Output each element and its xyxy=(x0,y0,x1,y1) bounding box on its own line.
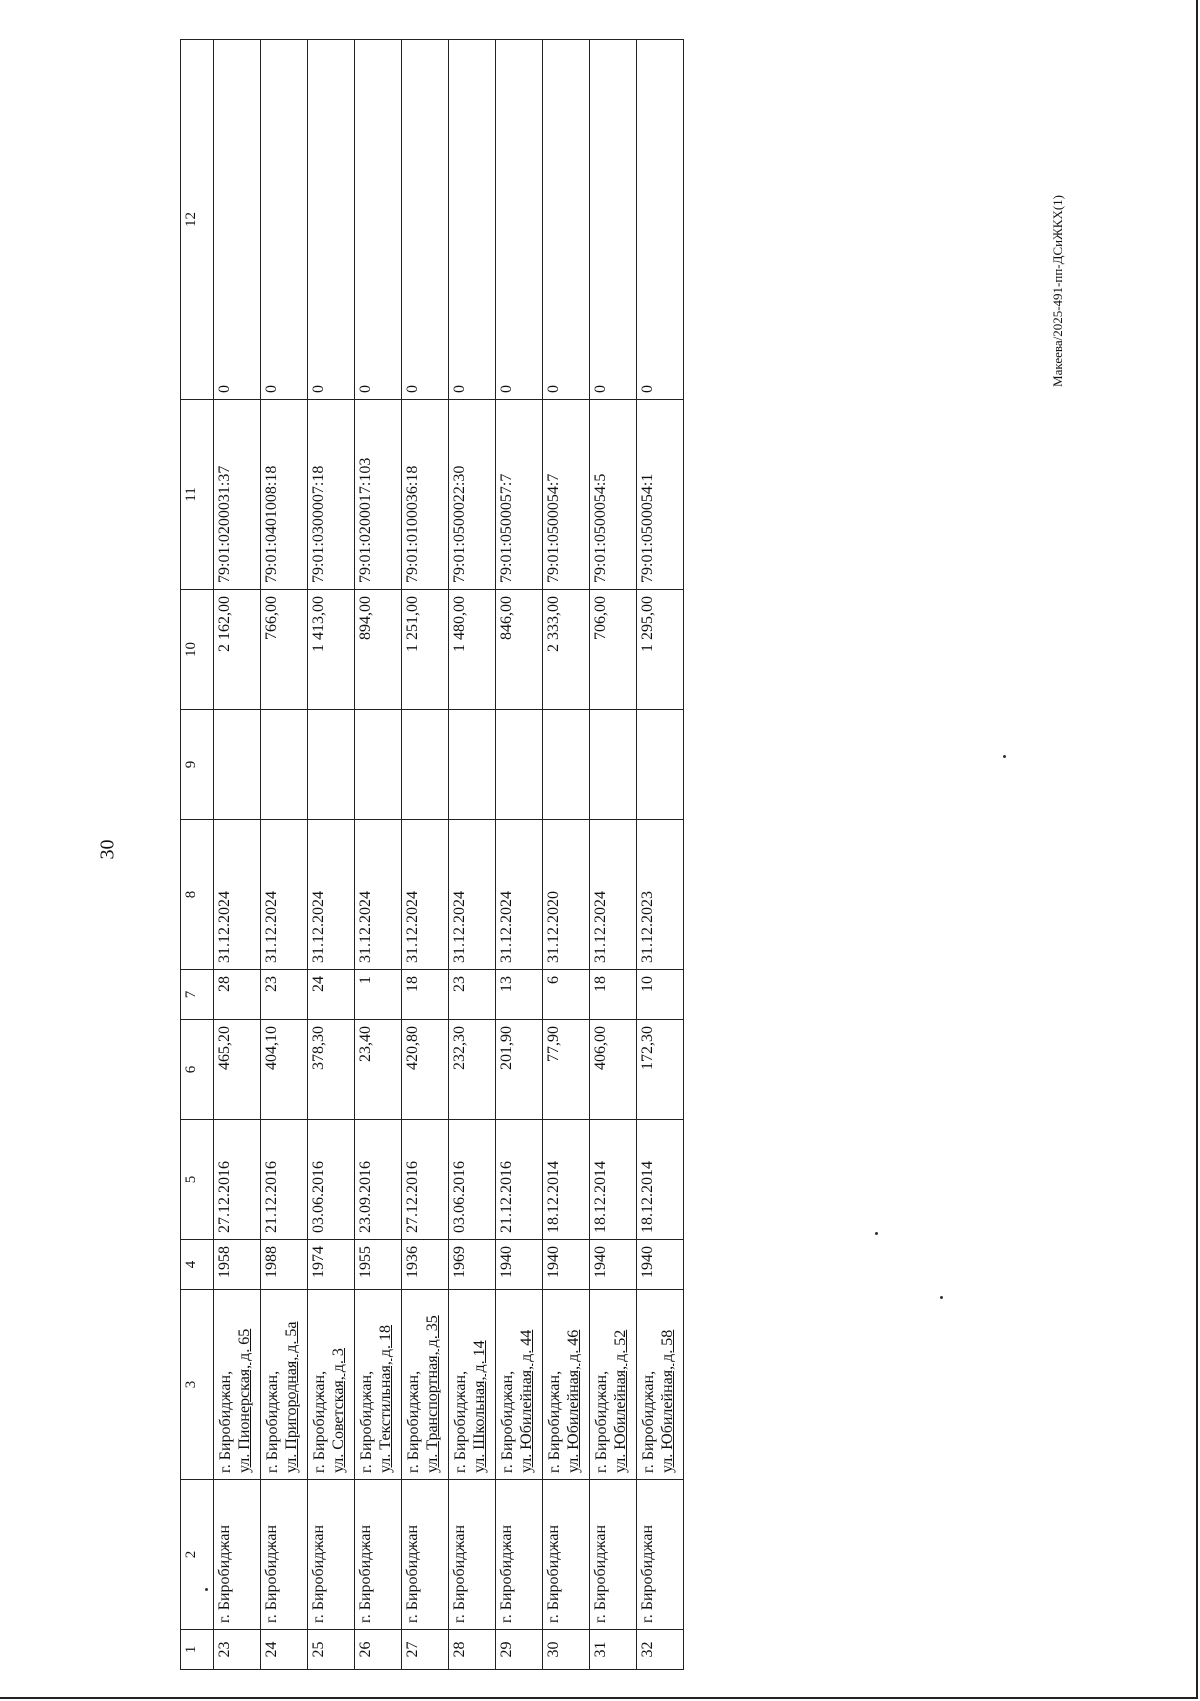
row-number-cell: 26 xyxy=(355,1630,402,1670)
sum-cell: 2 333,00 xyxy=(543,590,590,710)
empty-cell xyxy=(543,710,590,820)
value-cell: 0 xyxy=(449,40,496,400)
year-built-cell: 1936 xyxy=(402,1240,449,1290)
empty-cell xyxy=(637,710,684,820)
col-header: 3 xyxy=(181,1290,214,1480)
year-built-cell: 1940 xyxy=(637,1240,684,1290)
row-number-cell: 24 xyxy=(261,1630,308,1670)
address-city-line: г. Биробиджан, xyxy=(499,1370,516,1473)
deadline-cell: 31.12.2024 xyxy=(449,820,496,970)
count-cell: 10 xyxy=(637,970,684,1020)
area-cell: 420,80 xyxy=(402,1020,449,1120)
date-cell: 18.12.2014 xyxy=(637,1120,684,1240)
count-cell: 18 xyxy=(402,970,449,1020)
scan-speck xyxy=(875,1232,878,1235)
deadline-cell: 31.12.2024 xyxy=(590,820,637,970)
municipality-cell: г. Биробиджан xyxy=(590,1480,637,1630)
empty-cell xyxy=(214,710,261,820)
sum-cell: 894,00 xyxy=(355,590,402,710)
municipality-cell: г. Биробиджан xyxy=(496,1480,543,1630)
table-row xyxy=(261,40,308,1670)
municipality-cell: г. Биробиджан xyxy=(214,1480,261,1630)
year-built-cell: 1974 xyxy=(308,1240,355,1290)
sum-cell: 2 162,00 xyxy=(214,590,261,710)
address-cell xyxy=(214,1290,261,1480)
col-header: 11 xyxy=(181,400,214,590)
value-cell: 0 xyxy=(590,40,637,400)
deadline-cell: 31.12.2024 xyxy=(214,820,261,970)
value-cell: 0 xyxy=(402,40,449,400)
scan-speck xyxy=(1003,755,1006,758)
table-row xyxy=(543,40,590,1670)
empty-cell xyxy=(590,710,637,820)
col-header: 9 xyxy=(181,710,214,820)
address-street-line: ул. Пионерская, д. 65 xyxy=(236,1328,253,1473)
col-header: 2 xyxy=(181,1480,214,1630)
col-header: 12 xyxy=(181,40,214,400)
count-cell: 1 xyxy=(355,970,402,1020)
col-header: 1 xyxy=(181,1630,214,1670)
date-cell: 03.06.2016 xyxy=(449,1120,496,1240)
area-cell: 172,30 xyxy=(637,1020,684,1120)
address-city-line: г. Биробиджан, xyxy=(358,1370,375,1473)
address-street-line: ул. Юбилейная, д. 46 xyxy=(565,1329,582,1473)
address-cell xyxy=(355,1290,402,1480)
year-built-cell: 1969 xyxy=(449,1240,496,1290)
row-number-cell: 28 xyxy=(449,1630,496,1670)
table-row xyxy=(637,40,684,1670)
row-number-cell: 25 xyxy=(308,1630,355,1670)
sum-cell: 1 251,00 xyxy=(402,590,449,710)
value-cell: 0 xyxy=(214,40,261,400)
address-street-line: ул. Советская, д. 3 xyxy=(330,1348,347,1473)
address-cell xyxy=(449,1290,496,1480)
address-city-line: г. Биробиджан, xyxy=(593,1370,610,1473)
cadastral-number-cell: 79:01:0200031:37 xyxy=(214,400,261,590)
value-cell: 0 xyxy=(308,40,355,400)
count-cell: 18 xyxy=(590,970,637,1020)
date-cell: 27.12.2016 xyxy=(214,1120,261,1240)
deadline-cell: 31.12.2024 xyxy=(355,820,402,970)
value-cell: 0 xyxy=(355,40,402,400)
address-street-line: ул. Юбилейная, д. 58 xyxy=(659,1329,676,1473)
rotated-table-container xyxy=(180,40,684,1670)
year-built-cell: 1988 xyxy=(261,1240,308,1290)
address-cell xyxy=(496,1290,543,1480)
address-city-line: г. Биробиджан, xyxy=(264,1370,281,1473)
cadastral-number-cell: 79:01:0100036:18 xyxy=(402,400,449,590)
table-row xyxy=(402,40,449,1670)
year-built-cell: 1958 xyxy=(214,1240,261,1290)
col-header: 10 xyxy=(181,590,214,710)
deadline-cell: 31.12.2023 xyxy=(637,820,684,970)
deadline-cell: 31.12.2020 xyxy=(543,820,590,970)
deadline-cell: 31.12.2024 xyxy=(496,820,543,970)
scan-speck xyxy=(205,1588,208,1591)
cadastral-number-cell: 79:01:0401008:18 xyxy=(261,400,308,590)
address-street-line: ул. Текстильная, д. 18 xyxy=(377,1324,394,1473)
deadline-cell: 31.12.2024 xyxy=(402,820,449,970)
area-cell: 232,30 xyxy=(449,1020,496,1120)
area-cell: 404,10 xyxy=(261,1020,308,1120)
row-number-cell: 29 xyxy=(496,1630,543,1670)
row-number-cell: 23 xyxy=(214,1630,261,1670)
table-row xyxy=(308,40,355,1670)
col-header: 5 xyxy=(181,1120,214,1240)
year-built-cell: 1940 xyxy=(590,1240,637,1290)
municipality-cell: г. Биробиджан xyxy=(308,1480,355,1630)
area-cell: 406,00 xyxy=(590,1020,637,1120)
value-cell: 0 xyxy=(637,40,684,400)
table-row xyxy=(355,40,402,1670)
cadastral-number-cell: 79:01:0500054:1 xyxy=(637,400,684,590)
date-cell: 21.12.2016 xyxy=(261,1120,308,1240)
count-cell: 13 xyxy=(496,970,543,1020)
municipality-cell: г. Биробиджан xyxy=(355,1480,402,1630)
empty-cell xyxy=(402,710,449,820)
deadline-cell: 31.12.2024 xyxy=(308,820,355,970)
table-row xyxy=(449,40,496,1670)
sum-cell: 846,00 xyxy=(496,590,543,710)
col-header: 8 xyxy=(181,820,214,970)
empty-cell xyxy=(496,710,543,820)
municipality-cell: г. Биробиджан xyxy=(637,1480,684,1630)
municipality-cell: г. Биробиджан xyxy=(449,1480,496,1630)
cadastral-number-cell: 79:01:0200017:103 xyxy=(355,400,402,590)
address-cell xyxy=(261,1290,308,1480)
municipality-cell: г. Биробиджан xyxy=(261,1480,308,1630)
sum-cell: 766,00 xyxy=(261,590,308,710)
address-street-line: ул. Юбилейная, д. 52 xyxy=(612,1329,629,1473)
date-cell: 03.06.2016 xyxy=(308,1120,355,1240)
cadastral-number-cell: 79:01:0500054:7 xyxy=(543,400,590,590)
address-street-line: ул. Юбилейная, д. 44 xyxy=(518,1329,535,1473)
address-street-line: ул. Транспортная, д. 35 xyxy=(424,1315,441,1473)
sum-cell: 1 413,00 xyxy=(308,590,355,710)
page-number: 30 xyxy=(96,839,119,860)
row-number-cell: 32 xyxy=(637,1630,684,1670)
value-cell: 0 xyxy=(261,40,308,400)
date-cell: 27.12.2016 xyxy=(402,1120,449,1240)
cadastral-number-cell: 79:01:0500057:7 xyxy=(496,400,543,590)
row-number-cell: 30 xyxy=(543,1630,590,1670)
address-city-line: г. Биробиджан, xyxy=(217,1370,234,1473)
address-cell xyxy=(590,1290,637,1480)
empty-cell xyxy=(308,710,355,820)
data-table xyxy=(180,39,684,1670)
date-cell: 21.12.2016 xyxy=(496,1120,543,1240)
header-row xyxy=(181,40,214,1670)
table-row xyxy=(590,40,637,1670)
table-wrapper xyxy=(180,40,684,1670)
cadastral-number-cell: 79:01:0500022:30 xyxy=(449,400,496,590)
cadastral-number-cell: 79:01:0300007:18 xyxy=(308,400,355,590)
deadline-cell: 31.12.2024 xyxy=(261,820,308,970)
document-footer: Макеева/2025-491-пп-ДСиЖКХ(1) xyxy=(1050,195,1065,387)
cadastral-number-cell: 79:01:0500054:5 xyxy=(590,400,637,590)
area-cell: 77,90 xyxy=(543,1020,590,1120)
table-body xyxy=(214,40,684,1670)
col-header: 7 xyxy=(181,970,214,1020)
table-row xyxy=(214,40,261,1670)
date-cell: 23.09.2016 xyxy=(355,1120,402,1240)
address-city-line: г. Биробиджан, xyxy=(640,1370,657,1473)
table-row xyxy=(496,40,543,1670)
date-cell: 18.12.2014 xyxy=(543,1120,590,1240)
count-cell: 24 xyxy=(308,970,355,1020)
empty-cell xyxy=(261,710,308,820)
year-built-cell: 1940 xyxy=(543,1240,590,1290)
area-cell: 23,40 xyxy=(355,1020,402,1120)
row-number-cell: 27 xyxy=(402,1630,449,1670)
empty-cell xyxy=(449,710,496,820)
empty-cell xyxy=(355,710,402,820)
sum-cell: 1 480,00 xyxy=(449,590,496,710)
value-cell: 0 xyxy=(543,40,590,400)
count-cell: 23 xyxy=(449,970,496,1020)
address-cell xyxy=(543,1290,590,1480)
address-city-line: г. Биробиджан, xyxy=(546,1370,563,1473)
address-city-line: г. Биробиджан, xyxy=(452,1370,469,1473)
municipality-cell: г. Биробиджан xyxy=(543,1480,590,1630)
sum-cell: 1 295,00 xyxy=(637,590,684,710)
scan-speck xyxy=(940,1296,943,1299)
year-built-cell: 1940 xyxy=(496,1240,543,1290)
area-cell: 201,90 xyxy=(496,1020,543,1120)
address-cell xyxy=(308,1290,355,1480)
address-cell xyxy=(402,1290,449,1480)
col-header: 6 xyxy=(181,1020,214,1120)
count-cell: 6 xyxy=(543,970,590,1020)
address-street-line: ул. Пригородная, д. 5а xyxy=(283,1321,300,1473)
area-cell: 378,30 xyxy=(308,1020,355,1120)
count-cell: 23 xyxy=(261,970,308,1020)
value-cell: 0 xyxy=(496,40,543,400)
municipality-cell: г. Биробиджан xyxy=(402,1480,449,1630)
address-street-line: ул. Школьная, д. 14 xyxy=(471,1340,488,1473)
area-cell: 465,20 xyxy=(214,1020,261,1120)
row-number-cell: 31 xyxy=(590,1630,637,1670)
date-cell: 18.12.2014 xyxy=(590,1120,637,1240)
address-city-line: г. Биробиджан, xyxy=(311,1370,328,1473)
address-cell xyxy=(637,1290,684,1480)
count-cell: 28 xyxy=(214,970,261,1020)
col-header: 4 xyxy=(181,1240,214,1290)
sum-cell: 706,00 xyxy=(590,590,637,710)
address-city-line: г. Биробиджан, xyxy=(405,1370,422,1473)
year-built-cell: 1955 xyxy=(355,1240,402,1290)
